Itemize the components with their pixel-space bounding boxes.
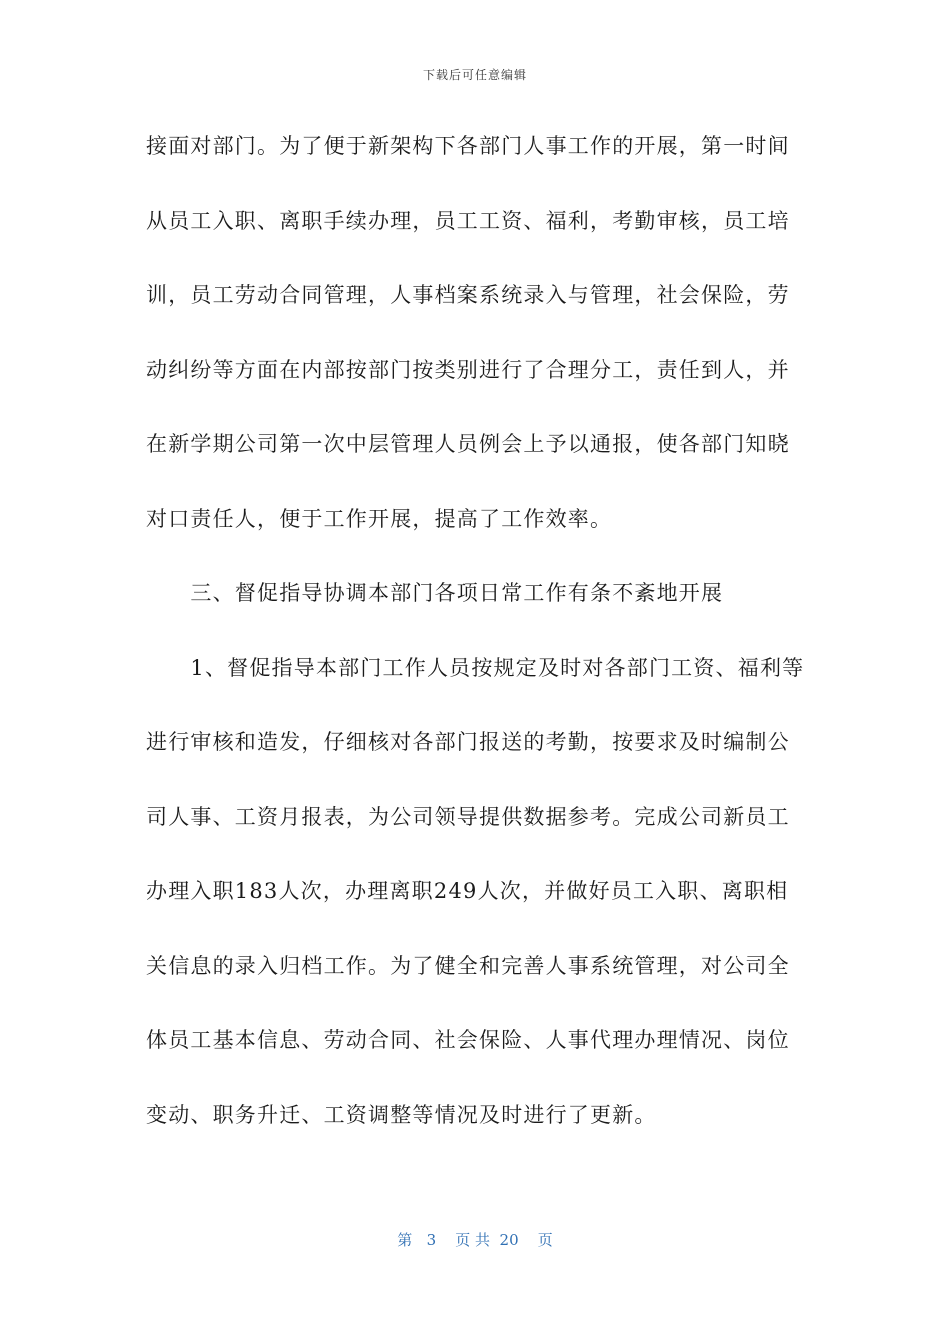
current-page-number: 3 bbox=[426, 1231, 437, 1249]
page-header: 下载后可任意编辑 bbox=[422, 68, 527, 82]
total-pages-number: 20 bbox=[499, 1231, 519, 1249]
text-line: 办理入职183人次，办理离职249人次，并做好员工入职、离职相 bbox=[146, 879, 789, 903]
text-line: 在新学期公司第一次中层管理人员例会上予以通报，使各部门知晓 bbox=[146, 432, 790, 456]
text-line: 关信息的录入归档工作。为了健全和完善人事系统管理，对公司全 bbox=[146, 953, 790, 978]
text-line: 变动、职务升迁、工资调整等情况及时进行了更新。 bbox=[146, 1102, 657, 1127]
text-line: 体员工基本信息、劳动合同、社会保险、人事代理办理情况、岗位 bbox=[146, 1028, 790, 1052]
page-footer bbox=[0, 1229, 950, 1250]
text-line: 训，员工劳动合同管理，人事档案系统录入与管理，社会保险，劳 bbox=[146, 283, 790, 307]
section-heading: 三、督促指导协调本部门各项日常工作有条不紊地开展 bbox=[146, 581, 724, 605]
text-line: 司人事、工资月报表，为公司领导提供数据参考。完成公司新员工 bbox=[146, 804, 790, 829]
footer-label-page: 第 bbox=[397, 1231, 413, 1249]
text-line: 1、督促指导本部门工作人员按规定及时对各部门工资、福利等 bbox=[146, 655, 805, 680]
text-line: 进行审核和造发，仔细核对各部门报送的考勤，按要求及时编制公 bbox=[146, 730, 790, 754]
footer-label-of: 页 共 bbox=[455, 1231, 490, 1249]
document-body bbox=[146, 128, 826, 1171]
text-line: 动纠纷等方面在内部按部门按类别进行了合理分工，责任到人，并 bbox=[146, 357, 790, 382]
text-line: 接面对部门。为了便于新架构下各部门人事工作的开展，第一时间 bbox=[146, 134, 790, 158]
text-line: 对口责任人，便于工作开展，提高了工作效率。 bbox=[146, 506, 613, 531]
text-line: 从员工入职、离职手续办理，员工工资、福利，考勤审核，员工培 bbox=[146, 208, 790, 233]
footer-label-pages: 页 bbox=[537, 1231, 553, 1249]
